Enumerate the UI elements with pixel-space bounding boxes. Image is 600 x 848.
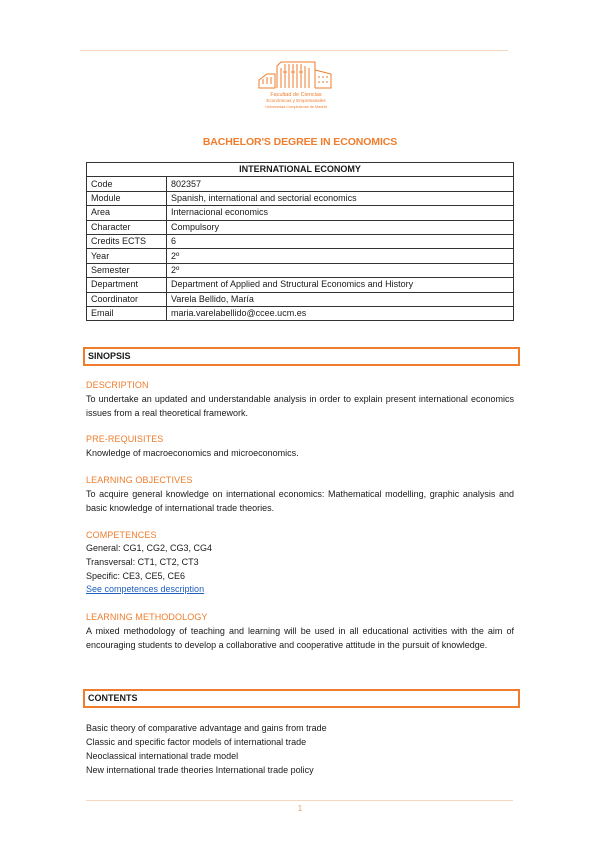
row-value-coordinator: Varela Bellido, María: [167, 292, 514, 306]
description-text: To undertake an updated and understandable analysis in order to explain present international economics issues from a real theoretical framework.: [86, 394, 514, 418]
competences-general: General: CG1, CG2, CG3, CG4: [86, 543, 213, 553]
table-row: [87, 234, 514, 248]
row-value-semester: 2º: [167, 263, 514, 277]
competences-heading: COMPETENCES: [86, 530, 157, 540]
row-value-email: maria.varelabellido@ccee.ucm.es: [167, 306, 514, 320]
svg-text:Universidad Complutense de Mad: Universidad Complutense de Madrid: [265, 105, 327, 109]
learning-objectives-text: To acquire general knowledge on international economics: Mathematical modelling, graphic analysis and basic knowledge of international trade theories.: [86, 489, 514, 513]
competences-transversal: Transversal: CT1, CT2, CT3: [86, 557, 199, 567]
learning-objectives-heading: LEARNING OBJECTIVES: [86, 475, 193, 485]
header-rule: [80, 50, 508, 51]
row-label-department: Department: [87, 278, 167, 292]
table-header-row: [87, 163, 514, 177]
row-value-area: Internacional economics: [167, 206, 514, 220]
section-header-sinopsis: SINOPSIS: [83, 347, 520, 366]
row-label-credits: Credits ECTS: [87, 234, 167, 248]
prerequisites-text: Knowledge of macroeconomics and microeconomics.: [86, 448, 299, 458]
row-label-area: Area: [87, 206, 167, 220]
svg-text:Económicas y Empresariales: Económicas y Empresariales: [266, 98, 326, 103]
row-value-credits: 6: [167, 234, 514, 248]
row-label-code: Code: [87, 177, 167, 191]
table-row: [87, 191, 514, 205]
table-row: [87, 177, 514, 191]
row-label-module: Module: [87, 191, 167, 205]
learning-methodology-text: A mixed methodology of teaching and learning will be used in all educational activities with the aim of encouraging students to develop a collaborative and cooperative attitude in the pursuit of knowledge.: [86, 626, 514, 650]
table-row: [87, 249, 514, 263]
degree-title: BACHELOR'S DEGREE IN ECONOMICS: [202, 136, 398, 148]
section-header-contents: CONTENTS: [83, 689, 520, 708]
footer-rule: [86, 800, 513, 801]
contents-item: Neoclassical international trade model: [86, 751, 239, 761]
page-number: 1: [297, 804, 303, 813]
contents-item: New international trade theories International trade policy: [86, 765, 314, 775]
row-label-year: Year: [87, 249, 167, 263]
row-label-character: Character: [87, 220, 167, 234]
table-row: [87, 306, 514, 320]
table-row: [87, 278, 514, 292]
prerequisites-heading: PRE-REQUISITES: [86, 434, 164, 444]
description-heading: DESCRIPTION: [86, 380, 149, 390]
contents-item: Classic and specific factor models of international trade: [86, 737, 307, 747]
faculty-logo: [255, 58, 337, 112]
row-value-code: 802357: [167, 177, 514, 191]
competences-description-link[interactable]: See competences description: [86, 584, 205, 594]
row-label-coordinator: Coordinator: [87, 292, 167, 306]
table-row: [87, 220, 514, 234]
row-label-email: Email: [87, 306, 167, 320]
row-label-semester: Semester: [87, 263, 167, 277]
learning-methodology-heading: LEARNING METHODOLOGY: [86, 612, 208, 622]
competences-specific: Specific: CE3, CE5, CE6: [86, 571, 186, 581]
contents-item: Basic theory of comparative advantage and gains from trade: [86, 723, 327, 733]
course-info-table: [86, 162, 514, 321]
building-logo-icon: [255, 58, 337, 112]
row-value-module: Spanish, international and sectorial economics: [167, 191, 514, 205]
table-row: [87, 292, 514, 306]
svg-text:Facultad de Ciencias: Facultad de Ciencias: [270, 92, 322, 98]
course-name: INTERNATIONAL ECONOMY: [87, 163, 514, 177]
table-row: [87, 206, 514, 220]
table-row: [87, 263, 514, 277]
row-value-year: 2º: [167, 249, 514, 263]
row-value-character: Compulsory: [167, 220, 514, 234]
row-value-department: Department of Applied and Structural Economics and History: [167, 278, 514, 292]
